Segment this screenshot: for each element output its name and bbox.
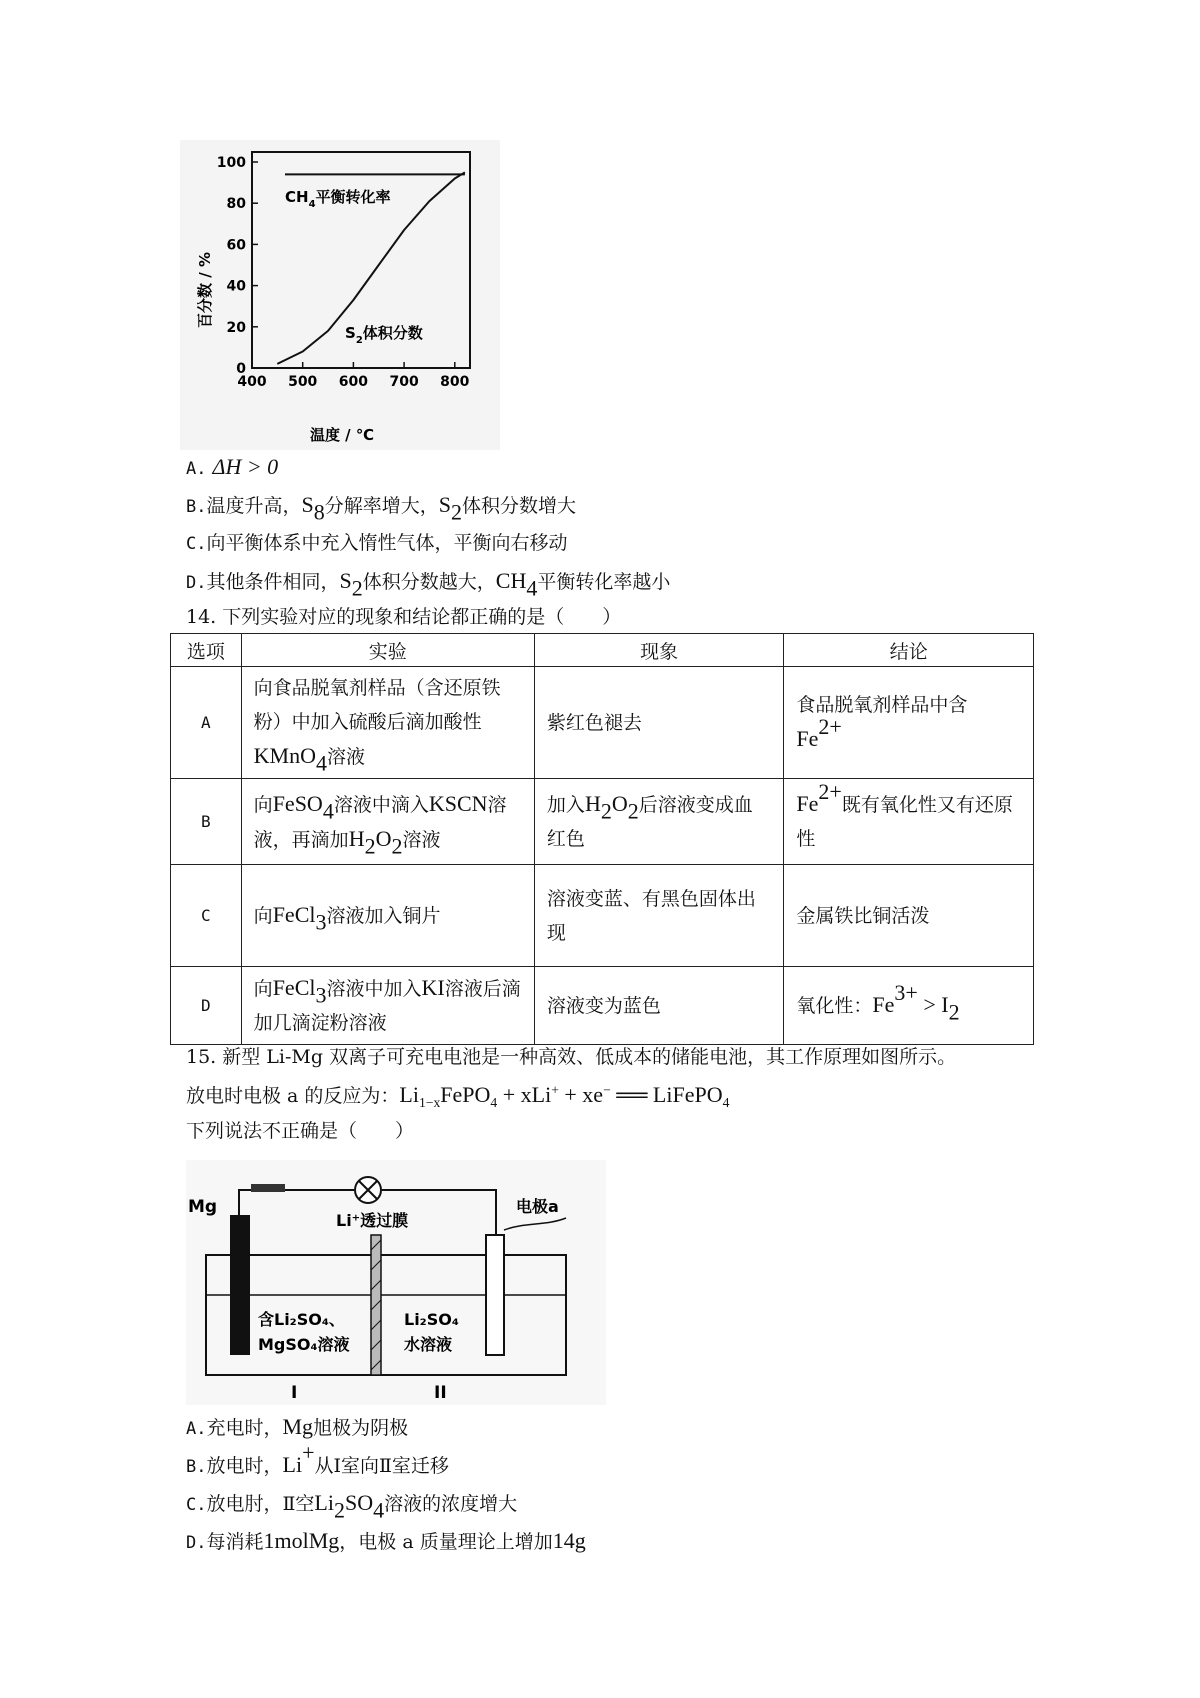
wire-segment [251, 1184, 285, 1192]
electrode-a [486, 1235, 504, 1355]
y-tick-label: 0 [236, 361, 246, 377]
right-solution-line2: 水溶液 [404, 1335, 453, 1354]
chamber-1-label: I [291, 1383, 298, 1403]
x-tick-label: 700 [389, 374, 419, 390]
li-ion-membrane [371, 1235, 381, 1375]
header-experiment: 实验 [241, 634, 534, 667]
equilibrium-chart [180, 140, 500, 450]
y-tick-label: 20 [226, 319, 246, 336]
table-row: B 向FeSO$_4$溶液中滴入KSCN溶液，再滴加$H_2O_2$溶液 加入$H_2O_2$后溶液变成血红色 $Fe^{2+}$既有氧化性又有还原性 [171, 779, 1034, 865]
electrode-a-label: 电极a [516, 1197, 559, 1216]
y-axis-label: 百分数 / % [196, 252, 214, 328]
mg-label: Mg [188, 1197, 218, 1217]
q15-stem-line1: 15. 新型 Li-Mg 双离子可充电电池是一种高效、低成本的储能电池，其工作原理如图所示。 [186, 1046, 957, 1068]
mg-electrode [230, 1215, 250, 1355]
x-tick-label: 500 [288, 374, 318, 390]
s2-curve-label: $S_2$体积分数 [345, 324, 423, 346]
header-conclusion: 结论 [784, 634, 1034, 667]
chamber-2-label: II [434, 1383, 447, 1403]
q13-option-b: B.温度升高，$S_8$分解率增大，$S_2$体积分数增大 [186, 492, 577, 525]
q15-option-c: C.放电肘，Ⅱ空$Li_2SO_4$溶液的浓度增大 [186, 1490, 518, 1523]
q13-option-c: C.向平衡体系中充入惰性气体，平衡向右移动 [186, 532, 568, 554]
q15-option-d: D.每消耗1molMg，电极 a 质量理论上增加14g [186, 1528, 586, 1553]
discharge-equation: $Li_{1-x}FePO_4 + xLi^+ + xe^-$ ══ LiFePO$_4$ [399, 1082, 730, 1110]
q15-stem-line3: 下列说法不正确是（ ） [186, 1120, 415, 1142]
header-phenomenon: 现象 [534, 634, 783, 667]
q13-option-a: A. ΔH > 0 [186, 454, 279, 479]
table-row: D 向FeCl$_3$溶液中加入KI溶液后滴加几滴淀粉溶液 溶液变为蓝色 氧化性：$Fe^{3+} > I_2$ [171, 967, 1034, 1045]
left-solution-line1: 含Li₂SO₄、 [258, 1310, 345, 1329]
table-row: A 向食品脱氧剂样品（含还原铁粉）中加入硫酸后滴加酸性KMnO$_4$溶液 紫红色褪去 食品脱氧剂样品中含 $Fe^{2+}$ [171, 667, 1034, 779]
header-option: 选项 [171, 634, 242, 667]
lamp-icon [355, 1177, 381, 1203]
table-header-row [171, 634, 1034, 667]
y-tick-label: 100 [216, 155, 246, 171]
x-tick-label: 600 [338, 374, 369, 390]
x-axis-label: 温度 / ℃ [309, 426, 375, 444]
membrane-label: Li⁺透过膜 [336, 1211, 409, 1230]
y-tick-label: 60 [226, 237, 246, 254]
x-tick-label: 400 [237, 374, 267, 390]
table-row: C 向FeCl$_3$溶液加入铜片 溶液变蓝、有黑色固体出现 金属铁比铜活泼 [171, 865, 1034, 967]
right-solution-line1: Li₂SO₄ [404, 1310, 459, 1329]
y-tick-label: 40 [226, 278, 246, 295]
battery-diagram [186, 1160, 606, 1405]
q15-option-b: B.放电时，Li+从Ⅰ室向Ⅱ室迁移 [186, 1439, 449, 1477]
q15-stem-line2: 放电时电极 a 的反应为：$Li_{1-x}FePO_4 + xLi^+ + xe^-$ ══ LiFePO$_4$ [186, 1082, 730, 1110]
q14-table [170, 633, 1034, 1045]
q13-option-d: D.其他条件相同，$S_2$体积分数越大，$CH_4$平衡转化率越小 [186, 568, 671, 601]
q14-stem: 14. 下列实验对应的现象和结论都正确的是（ ） [186, 606, 622, 628]
left-solution-line2: MgSO₄溶液 [258, 1335, 350, 1354]
q15-option-a: A.充电时，Mg旭极为阴极 [186, 1414, 409, 1439]
y-tick-label: 80 [226, 196, 246, 213]
ch4-curve-label: $CH_4$平衡转化率 [285, 188, 391, 210]
x-tick-label: 800 [440, 374, 470, 390]
